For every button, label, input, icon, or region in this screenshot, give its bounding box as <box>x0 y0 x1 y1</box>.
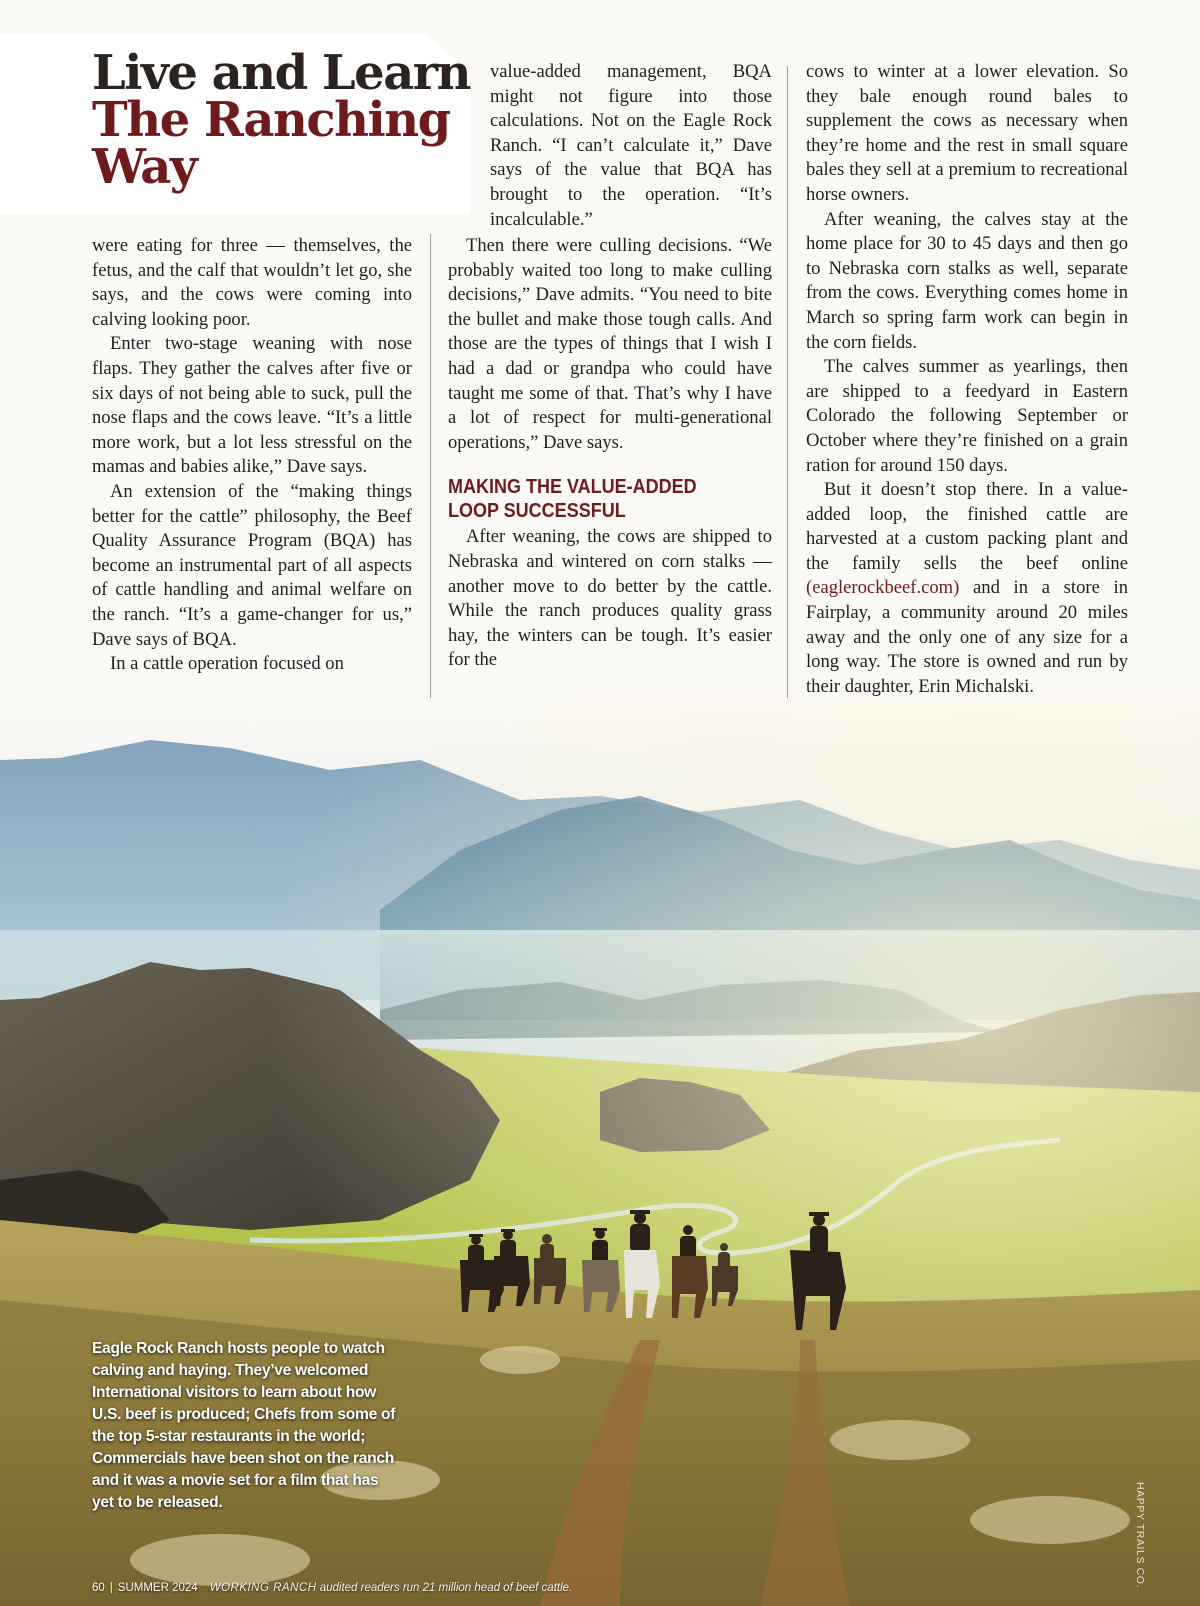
website-link[interactable]: (eaglerockbeef.com) <box>806 577 960 599</box>
paragraph: The calves summer as yearlings, then are shipped to a feedyard in Eastern Colorado the following September or October where they’re finished on a grain ration for around 150 days. <box>806 356 1128 476</box>
paragraph-text: and in a store in Fairplay, a community around 20 miles away and the only one of any size for a long way. The store is owned and run by their daughter, Erin Michalski. <box>806 577 1128 697</box>
footer-tagline <box>210 1582 573 1594</box>
text-column-2 <box>448 234 772 673</box>
page-number: 60 <box>92 1582 105 1594</box>
footer-separator: | <box>109 1582 113 1594</box>
tagline-text: audited readers run 21 million head of beef cattle. <box>319 1582 573 1594</box>
paragraph: value-added management, BQA might not figure into those calculations. Not on the Eagle Rock Ranch. “I can’t calculate it,” Dave says of the value that BQA has brought to the operation. “It’s incalculable.” <box>490 61 772 230</box>
paragraph: Then there were culling decisions. “We probably waited too long to make culling decisions,” Dave admits. “You need to bite the bullet and make those tough calls. And those are the types of things that I wish I had a dad or grandpa who could have taught me some of that. That’s why I have a lot of respect for multi-generational operations,” Dave says. <box>448 235 772 453</box>
paragraph: After weaning, the calves stay at the home place for 30 to 45 days and then go to Nebraska corn stalks as well, separate from the cows. Everything comes home in March so spring farm work can begin in the corn fields. <box>806 208 1128 353</box>
paragraph: An extension of the “making things better for the cattle” philosophy, the Beef Quality Assurance Program (BQA) has become an instrumental part of all aspects of cattle handling and animal welfare on the ranch. “It’s a game-changer for us,” Dave says of BQA. <box>92 480 412 650</box>
magazine-name: WORKING RANCH <box>209 1582 317 1594</box>
paragraph: After weaning, the cows are shipped to Nebraska and wintered on corn stalks — another move to do better by the cattle. While the ranch produces quality grass hay, the winters can be tough. It’s easier for the <box>448 526 772 671</box>
column-rule-left <box>430 234 431 698</box>
photo-credit: HAPPY TRAILS CO. <box>1134 1482 1146 1589</box>
photo-caption: Eagle Rock Ranch hosts people to watch calving and haying. They’ve welcomed International visitors to learn about how U.S. beef is produced; Chefs from some of the top 5-star restaurants in the world; Commercials have been shot on the ranch and it was a movie set for a film that has yet to be released. <box>92 1340 396 1511</box>
paragraph: were eating for three — themselves, the fetus, and the calf that wouldn’t let go, she says, and the cows were coming into calving looking poor. <box>92 235 412 330</box>
paragraph <box>806 478 1128 699</box>
column-rule-right <box>787 66 788 698</box>
title-part-2: The Ranching Way <box>92 92 450 195</box>
section-subhead: MAKING THE VALUE-ADDED LOOP SUCCESSFUL <box>448 476 697 523</box>
text-column-2-top <box>490 60 772 232</box>
text-column-1 <box>92 234 412 677</box>
paragraph: In a cattle operation focused on <box>110 653 344 675</box>
issue-label: SUMMER 2024 <box>117 1582 198 1594</box>
text-column-3 <box>806 60 1128 699</box>
page-footer <box>92 1582 572 1594</box>
paragraph-text: But it doesn’t stop there. In a value-added loop, the finished cattle are harvested at a custom packing plant and the family sells the beef online <box>806 479 1128 574</box>
paragraph: cows to winter at a lower elevation. So they bale enough round bales to supplement the cows as necessary when they’re home and the rest in small square bales they sell at a premium to recreational horse owners. <box>806 61 1128 205</box>
paragraph: Enter two-stage weaning with nose flaps. They gather the calves after five or six days of not being able to suck, pull the nose flaps and the cows leave. “It’s a little more work, but a lot less stressful on the mamas and babies alike,” Dave says. <box>92 333 412 478</box>
article-title <box>92 45 472 195</box>
title-part-1: Live and Learn <box>92 45 470 101</box>
